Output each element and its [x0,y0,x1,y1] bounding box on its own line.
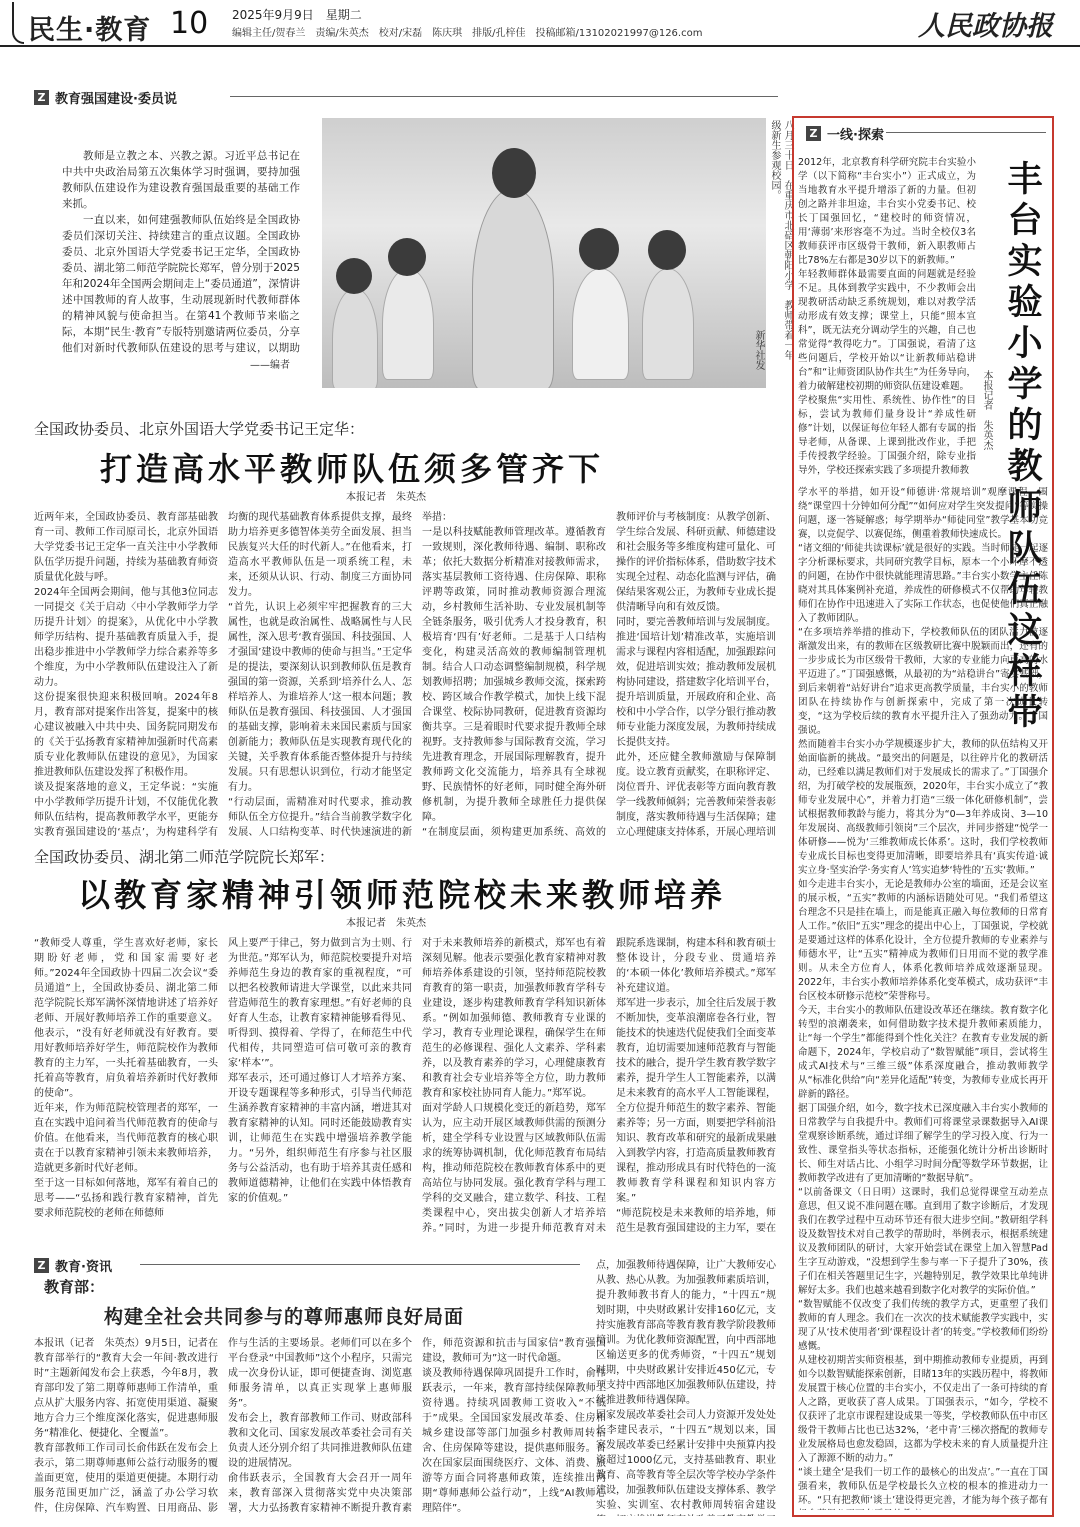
section-rule [230,96,778,97]
child-figure [572,268,629,380]
article2-column: 跟院系选课制，构建本科和教育硕士整体设计，分段专业、贯通培养的‘本硕一体化’教师培养模式。”郑军补充建议道。 郑军进一步表示，加全往后发展于教不断加快，变革浪潮席卷各行业，智能技术的快速迭代促使我们全面变革教育，迫切需要加速师范教育与智能技术的融合，提升学生教育教学数字素养，提升学生人工智能素养，以满足未来教育的高水平人工智能课程，全方位提升师范生的数字素养、智能素养等；另一方面，则要把学科前沿知识、教育改革和研究的最新成果融入到教学内容，打造高质量教师教育课程，推动形成具有时代特色的一流教师教育学科课程和知识内容方案。” “师范院校是未来教师的培养地，师范生是教育强国建设的主力军，要在 [616,938,776,1234]
child-head [388,238,426,276]
section-z-icon: Z [34,90,49,105]
child-head [336,258,372,294]
article2-headline: 以教育家精神引领师范院校未来教师培养 [78,876,727,914]
child-head [648,230,686,270]
article1-column: 均衡的现代基础教育体系提供支撑，最终助力培养更多德智体美劳全面发展、担当民族复兴大任的时代新人。”在他看来，打造高水平教师队伍是一项系统工程，未来，还须从认识、行动、制度三方面协同发力。 “首先，认识上必须牢牢把握教育的三大属性，也就是政治属性、战略属性与人民属性，深入思考‘教育强国、科技强国、人才强国’建设中教师的使命与担当。”王定华是的提法，要深刻认识到教师队伍是教育强国的第一资源，关系到‘培养什么人、怎样培养人、为谁培养人’这一根本问题；教师队伍是教育强国、科技强国、人才强国的基础支撑，影响着未来国民素质与国家创新能力；教师队伍是实现教育现代化的关键，关乎教育体系能否整体提升与持续发展。只有思想认识到位，行动才能坚定有力。 “行动层面，需精准对时代要求，推动教师队伍全方位提升。”结合当前教学数字化发展、人口结构变革、时代快速演进的新 [228,512,412,838]
section-label-bottom [34,1256,112,1275]
bottom-column: 本报讯（记者 朱英杰）9月5日，记者在教育部举行的“教育大会一年间·教改进行时”主题新闻发布会上获悉，今年8月，教育部印发了第二期尊师惠师工作清单，重点从扩大服务内容、拓宽使用渠道、凝聚地方合力三个维度深化落实，促进惠师服务“精准化、便捷化、全覆盖”。 教育部教师工作司司长俞伟跃在发布会上表示，第二期尊师惠师公益行动服务的覆盖面更宽，使用的渠道更便捷。本期行动服务范围更加广泛，涵盖了办公学习软件，住房保障、汽车购置、日用商品、影 [34,1338,218,1514]
article2-column: “教师受人尊重，学生喜欢好老师，家长期盼好老师，党和国家需要好老师。”2024年全国政协十四届二次会议“委员通道”上，全国政协委员、湖北第二师范学院院长郑军满怀深情地讲述了培养好老师、开展好教师培养工作的重要意义。他表示，“没有好老师就没有好教育。要用好教师培养好学生，师范院校作为教师教育的主力军，一头托着基础教育，一头托着高等教育，肩负着培养新时代好教师的使命”。 近年来，作为师范院校管理者的郑军，一直在实践中追问着当代师范教育的使命与价值。在他看来，当代师范教育的核心职责在于以教育家精神引领未来教师培养，造就更多新时代好老师。 至于这一目标如何落地，郑军有着自己的思考——“弘扬和践行教育家精神，首先要求师范院校的老师在师德师 [34,938,218,1219]
section-label-text: 教育强国建设·委员说 [55,92,177,107]
masthead [0,0,1080,44]
intro-signature: ——编者 [250,360,290,371]
section-rule [886,132,1046,133]
article1-column: 举措： 一是以科技赋能教师管理改革。遵循教育一致规则，深化教师待遇、编制、职称改革；依托大数据分析精准对接教师需求，落实基层教师工资待遇、住房保障、职称评聘等政策，同时推动教师资源合理流动，乡村教师生活补助、专业发展机制等全链条服务，吸引优秀人才投身教育，积极培育‘四有’好老师。二是基于人口结构变化，构建灵活高效的教师编制管理机制。结合人口动态调整编制规模，科学规划教师招聘；加强城乡教师交流，探索跨校、跨区域合作教学模式，加快上线下混合课堂、校际协同教研，促进教育资源均衡共享。三是着眼时代要求提升教师全球视野。支持教师参与国际教育交流，学习先进教育理念，开展国际理解教育，提升教师跨文化交流能力，培养具有全球视野、民族情怀的好老师，同时健全海外研修机制，为提升教师全球胜任力提供保障。 “在制度层面，须构建更加系统、高效的 [422,512,606,838]
feature-body-lower: 学水平的举措，如开设“师德讲·常规培训”观摩课程，围绕“课堂四十分钟如何分配”“如何应对学生突发提问”等实操问题，逐一答疑解惑；每学期举办“师徒同堂”教学基本功竞赛，以竞促学、以赛促练，侧重着教师快速成长。 “诸文细的‘师徒共读课标’就是很好的实践。当时师徒一起逐字分析课标要求，共同研究教学目标，原本一个小环摩不透的问题，在协作中很快就能理清思路。”丰台实小数学主任陈晓对其具体案例补充道，养成性的研修模式不仅帮助年轻教师们在协作中迅速进入了实际工作状态，也促使他们真正融入了教师团队。 “在多项培养举措的推动下，学校教师队伍的团队活力被逐渐激发出来，有的教师在区级教研比赛中脱颖而出，还有的一步步成长为市区级骨干教师，大家的专业能力向更高的水平迈进了。”丁国强感慨，从最初的为“站稳讲台”寄实基础，到后来朝着“站好讲台”追求更高教学质量，丰台实小的教师团队在持续协作与创新探索中，完成了第一次成长转变，“这为学校后续的教育水平提升注入了强劲动力。”丁国强说。 然而随着丰台实小办学规模逐步扩大，教师的队伍结构又开始面临新的挑战。“最突出的问题是，以往碎片化的教研活动，已经难以满足教师们对于发展成长的需求了。”丁国强介绍，为打破学校的发展瓶颈，2020年，丰台实小成立了“教师专业发展中心”，并着力打造“三级一体化研修机制”，尝试根据教师教龄与能力，将其分为“0—3年养成岗、3—10年发展岗、高级教师引领岗”三个层次，并同步搭建“悦学一体研修——悦为‘三维教师成长体系’。这时，我们学校教师专业成长目标也变得更加清晰，即要培养具有‘真实传道·诚实立身·坚实治学·务实育人’笃实追梦‘特性的’五实‘教师。” 如今走进丰台实小，无论是教师办公室的墙面，还是会议室的展示板，“五实”教师的内涵标语随处可见。“我们希望这台理念不只是挂在墙上，而是能真正融入每位教师的日常育人工作。”依旧“五实”理念的提出中心上，丁国强说，学校就是要通过这样的体系化设计，全方位提升教师的专业素养与师德水平，让“五实”精神成为教师们日用而不觉的教学准则。从未全方位育人，体系化教师培养成效逐渐显现。2022年，丰台实小教师培养体系化变革模式，成功获评“丰台区校本研修示范校”荣誉称号。 今天，丰台实小的教师队伍建设改革还在继续。教育数字化转型的浪潮袭来，如何借助数字技术提升教师素质能力，让“每一个学生”都能得到个性化关注？在教育专业发展的新命题下，2024年，学校启动了“数智赋能”项目，尝试将生成式AI技术与“三维三级”体系深度融合，推动教师教学从“标准化供给”向“差异化适配”转变，为教师专业成长再开辟新的路径。 据丁国强介绍，如今，数字技术已深度融入丰台实小教师的日常教学与自我提升中。教师们可将课堂录课数据导入AI课堂观察诊断系统，通过详细了解学生的学习投入度、行为一致性、课堂指头等状态指标，还能强化统计分析出诊断时长、师生对话占比、小组学习时间分配等数学环节数据，让教师教学改进有了更加清晰的“数据导航”。 “以前备课文（日日明）这课时，我们总觉得课堂互动差点意思，但又说不准问题在哪。直到用了数字诊断后，才发现我们在教学过程中互动环节还有很大进步空间。”教研组学科设及数智技术对自己教学的帮助时，举例表示，根据系统建议及教师团队的研讨，大家开始尝试在课堂上加入智慧Pad生字互动游戏，“没想到学生参与率一下子提升了30%，孩子们在相关答题里记生字，兴趣特别足，教学效果比单纯讲解好太多。我们也越来越看到数字化对教学的实际价值。” “数智赋能不仅改变了我们传统的教学方式，更重塑了我们教师的育人理念。我们在一次次的技术赋能教学实践中，实现了从‘技术使用者’到‘课程设计者’的转变。”学校教师们纷纷感慨。 从建校初期苦实师资根基，到中期推动教师专业提质，再到如今以数智赋能探索创新，目睹13年的实践历程中，将教师发展置于核心位置的丰台实小，不仅走出了一条可持续的育人之路，更收获了喜人成果。丁国强表示，“如今，学校不仅获评了北京市课程建设成果一等奖，学校教师队伍中市区级骨干教师占比也已达32%，‘老中青’三梯次搭配的教师专业发展格局也愈发稳固，这都为学校未来的育人质量提升注入了源源不断的动力。” “谈土建全‘是我们一切工作的最核心的出发点’。”一直在丁国强看来，教师队伍是学校最长久立校的根本的推进动力一环。“只有把教师‘谈土’建设得更完善，才能为每个孩子都有 [798,487,1048,1506]
section-label-text: 一线·探索 [827,128,884,143]
child-figure [382,268,434,380]
article1-column: 教师评价与考核制度：从教学创新、学生综合发展、科研贡献、师德建设和社会服务等多维度构建可量化、可操作的评价指标体系，借助数字技术实现全过程、动态化监测与评估，确保结果客观公正，为教师专业成长提供清晰导向和有效反馈。 同时，要完善教师培训与发展制度。推进‘国培计划’精准改革，实施培训需求与课程内容相适配，加强跟踪问效，促进培训实效；推动教师发展机构协同建设，搭建数字化培训平台，提升培训质量，开展政府和企业、高校和中小学合作，以学分银行推动教师专业能力深度发展，为教师持续成长提供支持。 此外，还应健全教师激励与保障制度。设立教育贡献奖，在职称评定、岗位晋升、评优表彰等方面向教育教学一线教师倾斜；完善教师荣誉表彰制度，落实教师待遇与生活保障；建立心理健康支持体系，开展心理培训 [616,512,776,838]
section-rule [140,1264,580,1265]
intro-paragraph: 一直以来，如何建强教师队伍始终是全国政协委员们深切关注、持续建言的重点议题。全国政协委员、北京外国语大学党委书记王定华，全国政协委员、湖北第二师范学院院长郑军，曾分别于2025年和2024年全国两会期间走上“委员通道”，深情讲述中国教师的育人故事，生动展现新时代教师群体的精神风貌与使命担当。在第41个教师节来临之际，本期“民生·教育”专版特别邀请两位委员，分享他们对新时代教师队伍建设的思考与建议，以期助 [62,214,300,354]
teacher-head [492,148,536,198]
article2-column: 对于未来教师培养的新模式，郑军也有着深刻见解。他表示要强化教育家精神对教师培养体系建设的引领，坚持师范院校教育教育的第一职责，加强教师教育学科专业建设，逐步构建教师教育学科知识新体系。“例如加强师德、教师教育专业课的学习，教育专业理论课程，确保学生在师范生的必修课程、强化人文素养、学科素养，以及教育素养的学习，心理健康教育和教育社会专业培养等全方位，助力教师教育和家校社协同育人能力。”郑军说。 面对学龄人口规模化变迁的新趋势，郑军认为，应主动开展区域教师供需的预测分析，建全学科专业设置与区域教师队伍需求的统筹协调机制，优化师范教育布局结构，推动师范院校在教师教育体系中的更高站位与协同发展。强化教育学科与理工学科的交叉融合，建立数学、科技、工程类课程中心，突出拔尖创新人才培养培养。”同时，为进一步提升师范教育对未 [422,938,606,1234]
bottom-headline: 构建全社会共同参与的尊师惠师良好局面 [104,1306,465,1328]
article1-column: 近两年来，全国政协委员、教育部基础教育一司、教师工作司原司长，北京外国语大学党委书记王定华一直关注中小学教师队伍学历提升问题，持续为基础教育师资质量优化鼓与呼。 2024年全国两会期间，他与其他3位同志一同提交《关于启动〈中小学教师学力学历提升计划〉的提案》，从优化中小学教师学历结构、提升基础教育质量入手，提出稳步推进中小学教师学力综合素养等多个维度，为中小学教师队伍建设注入了新动力。 这份提案很快迎来积极回响。2024年8月，教育部对提案作出答复，提案中的核心建议被融入中共中央、国务院同期发布的《关于弘扬教育家精神加强新时代高素质专业化教师队伍建设的意见》，为国家推进教师队伍建设发挥了积极作用。 谈及提案落地的意义，王定华说：“实施中小学教师学历提升计划，不仅能优化教师队伍结构，提高教师教学水平，更能夯实教育强国建设的‘基点’，为构建科学有 [34,512,218,838]
photo-caption: 八月三十日，在重庆市北碚区朝阳小学，教师带着一年级新生参观校园。 [769,120,793,360]
child-figure [642,268,694,380]
section-label-right [806,124,884,143]
article1-byline: 本报记者 朱英杰 [346,492,426,503]
bottom-kicker: 教育部： [44,1278,105,1296]
editor-credits: 编辑主任/贺春兰 责编/朱英杰 校对/宋磊 陈庆琪 排版/孔梓佳 投稿邮箱/13102021997@126.com [232,28,703,39]
section-z-icon: Z [34,1258,49,1273]
issue-date: 2025年9月9日 星期二 [232,8,362,22]
feature-headline: 丰台实验小学的教师队伍这样带 [1002,160,1042,734]
masthead-rule [0,45,1080,47]
newspaper-logo: 人民政协报 [918,11,1053,42]
article2-kicker: 全国政协委员、湖北第二师范学院院长郑军： [34,848,335,866]
bottom-column: 作，师范资源和抗击与国家信“教育强国建设，教师可为”这一时代命题。 谈及教师待遇保障巩固提升工作时，俞伟跃表示，一年来，教育部持续保障教师工资待遇。持续巩固教师工资收入“不低于”成果。全国国家发展改革委、住房和城乡建设部等部门加强乡村教师周转宿舍、住房保障等建设，提供惠师服务。首次在国家层面围绕医疗、文体、消费、旅游等方面合同将惠师政策，连续推出两期“尊师惠师公益行动”，上线“AI教师心理陪伴”。 [422,1338,606,1514]
feature-byline: 本报记者 朱英杰 [981,370,992,450]
section-z-icon: Z [806,126,821,141]
bottom-column: 点，加强教师待遇保障，让广大教师安心从教、热心从教。为加强教师素质培训，提升教师教书育人的能力，“十四五”规划时期，中央财政累计安排160亿元，支持实施教育部高等教育教育教学阶段教师培训。为优化教师资源配置，向中西部地区输送更多的优秀师资，“十四五”规划时期，中央财政累计安排近450亿元，专项支持中西部地区加强教师队伍建设，持续推进教师待遇保障。 国家发展改革委社会司人力资源开发处处长李建民表示，“十四五”规划以来，国家发展改革委已经累计安排中央预算内投资超过1000亿元，支持基础教育、职业教育、高等教育等全层次等学校办学条件建设，加强教师队伍建设支撑体系、教学实验、实训室、农村教师周转宿舍建设 [596,1260,776,1511]
photo-credit: 新华社发 [753,330,764,370]
section-label-text: 教育·资讯 [55,1260,112,1275]
masthead-bracket [12,2,24,44]
article1-kicker: 全国政协委员、北京外国语大学党委书记王定华： [34,420,365,438]
teacher-figure [472,188,554,388]
article2-byline: 本报记者 朱英杰 [346,918,426,929]
bottom-column: 作与生活的主要场景。老师们可以在多个平台登录“中国教师”这个小程序，只需完成一次身份认证，即可便捷查询、浏览惠师服务清单，以真正实现掌上惠师服务”。 发布会上，教育部教师工作司、财政部科教和文化司、国家发展改革委社会司有关负责人还分别介绍了共同推进教师队伍建设的进展情况。 俞伟跃表示，全国教育大会召开一周年来，教育部深入贯彻落实党中央决策部署，大力弘扬教育家精神不断提升教育素 [228,1338,412,1514]
intro-text [62,148,300,358]
child-head [579,228,619,270]
article1-headline: 打造高水平教师队伍须多管齐下 [100,450,605,488]
news-photo [322,118,766,388]
section-label-top [34,88,177,107]
child-figure [332,288,378,388]
article2-column: 风上要严于律己，努力做到言为士则、行为世范。”郑军认为，师范院校要提升对培养师范生身边的教育家的重视程度，“可以把名校教师请进大学课堂，以此来共同营造师范生的教育家理想。”有好老师的良好育人生态，让教育家精神能够看得见、听得到、摸得着、学得了，在师范生中代代相传，共同塑造可信可敬可亲的教育家‘样本’”。 郑军表示，还可通过修订人才培养方案、开设专题课程等多种形式，引导当代师范生涵养教育家精神的丰富内涵，增进其对教育家精神的认知。同时还能鼓励教育实训，让师范生在实践中增强培养教学能力。“另外，组织师范生有序参与社区服务与公益活动，也有助于培养其责任感和教师道德精神，让他们在实践中体悟教育家的价值观。” [228,938,412,1204]
section-title: 民生·教育 [28,15,152,46]
feature-body-upper: 2012年，北京教育科学研究院丰台实验小学（以下简称“丰台实小”）正式成立，为当地教育水平提升增添了新的力量。但初创之路并非坦途，丰台实小党委书记、校长丁国强回忆，“建校时的师资情况，用‘薄弱’来形容毫不为过。当时全校仅3名教师获评市区级骨干教师，新入职教师占比78%左右都是30岁以下的新教师。” 年轻教师群体最需要直面的问题就是经验不足。具体到教学实践中，不少教师会出现教研活动缺乏系统规划，难以对教学活动形成有效支撑；课堂上，只能“照本宣科”，既无法充分调动学生的兴趣，自己也常觉得“教得吃力”。丁国强说，看清了这些问题后，学校开始以“让新教师站稳讲台”和“让师资团队协作共生”为任务导向，着力破解建校初期的师资队伍建设难题。 学校聚焦“实用性、系统性、协作性”的目标，尝试为教师们量身设计“养成性研修”计划，以保证每位年轻人都有专属的指导老师，从备课、上课到批改作业，手把手传授教学经验。丁国强介绍，除专业指导外，学校还探索实践了多项提升教师教 [798,157,976,476]
intro-paragraph: 教师是立教之本、兴教之源。习近平总书记在中共中央政治局第五次集体学习时强调，要持加强教师队伍建设作为建设教育强国最重要的基础工作来抓。 [62,150,300,210]
page-number: 10 [170,6,209,41]
